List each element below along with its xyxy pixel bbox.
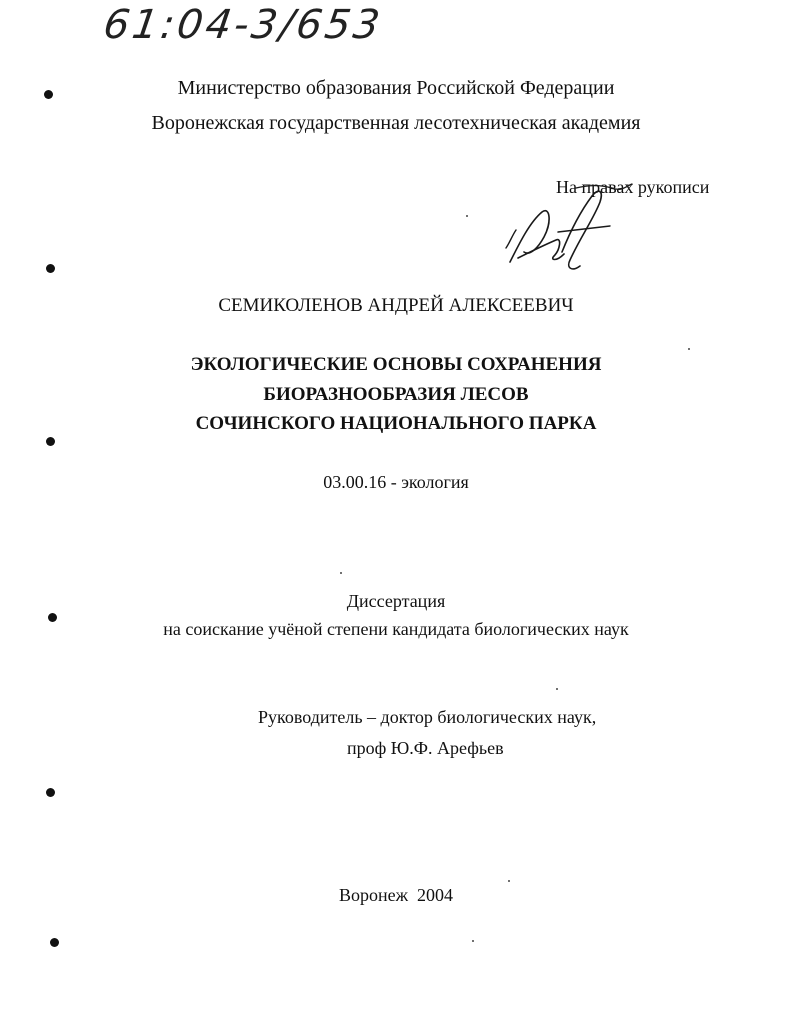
supervisor-line-2: проф Ю.Ф. Арефьев [347,738,504,758]
title-line-1: ЭКОЛОГИЧЕСКИЕ ОСНОВЫ СОХРАНЕНИЯ [190,354,602,375]
title-line-3: СОЧИНСКОГО НАЦИОНАЛЬНОГО ПАРКА [195,413,597,434]
scan-speck [688,348,690,350]
scan-speck [466,215,468,217]
archive-number-handwritten: 61:04-3/653 [100,2,386,48]
author-name: СЕМИКОЛЕНОВ АНДРЕЙ АЛЕКСЕЕВИЧ [218,295,574,316]
signature-mark [500,182,640,282]
scan-speck [340,572,342,574]
ministry-name: Министерство образования Российской Федерации [177,77,615,99]
scan-speck [472,940,474,942]
binder-hole-2 [46,264,55,273]
manuscript-rights-label: На правах рукописи [556,177,710,197]
title-line-2: БИОРАЗНООБРАЗИЯ ЛЕСОВ [263,384,529,405]
specialty-code: 03.00.16 - экология [323,472,469,492]
binder-hole-6 [50,938,59,947]
binder-hole-3 [46,437,55,446]
place-year: Воронеж 2004 [338,885,454,905]
degree-sought: на соискание учёной степени кандидата биологических наук [163,619,629,639]
dissertation-label: Диссертация [346,591,446,611]
binder-hole-5 [46,788,55,797]
scan-speck [508,880,510,882]
supervisor-line-1: Руководитель – доктор биологических наук, [258,707,597,727]
academy-name: Воронежская государственная лесотехническая академия [151,112,641,134]
scan-speck [556,688,558,690]
